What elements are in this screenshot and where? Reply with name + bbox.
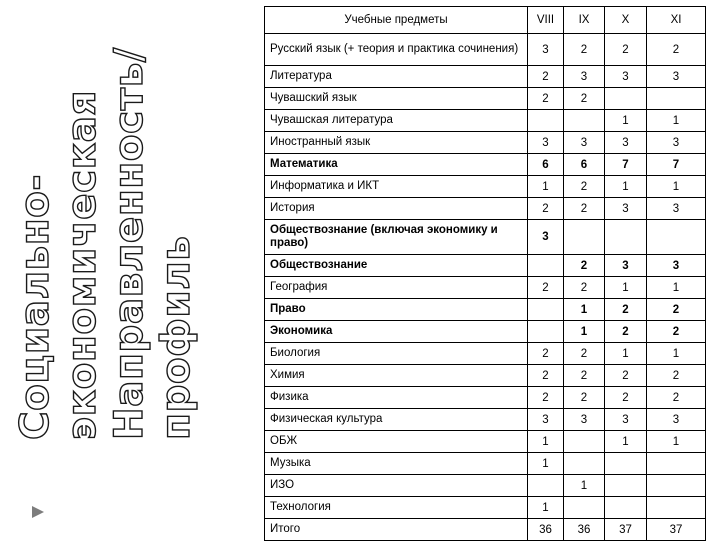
- table-header-row: [265, 7, 706, 34]
- hours-cell: 1: [528, 497, 564, 519]
- hours-cell: 3: [528, 220, 564, 255]
- subject-cell: Чувашская литература: [265, 110, 528, 132]
- subject-cell: Обществознание (включая экономику и право): [265, 220, 528, 255]
- hours-cell: 1: [528, 176, 564, 198]
- hours-cell: 3: [528, 34, 564, 66]
- hours-cell: 2: [528, 198, 564, 220]
- table-row: [265, 519, 706, 541]
- subject-cell: История: [265, 198, 528, 220]
- hours-cell: 1: [647, 343, 706, 365]
- hours-cell: 1: [647, 431, 706, 453]
- hours-cell: 2: [605, 387, 647, 409]
- table-row: [265, 277, 706, 299]
- table-row: [265, 321, 706, 343]
- hours-cell: 3: [605, 66, 647, 88]
- table-row: [265, 365, 706, 387]
- hours-cell: [647, 220, 706, 255]
- table-row: [265, 497, 706, 519]
- subject-cell: Экономика: [265, 321, 528, 343]
- hours-cell: 2: [564, 387, 605, 409]
- hours-cell: 1: [605, 343, 647, 365]
- hours-cell: [564, 497, 605, 519]
- hours-cell: 1: [564, 475, 605, 497]
- table-row: [265, 255, 706, 277]
- subject-cell: География: [265, 277, 528, 299]
- hours-cell: [564, 110, 605, 132]
- hours-cell: 1: [647, 277, 706, 299]
- hours-cell: 3: [528, 409, 564, 431]
- grade-column-header: IX: [564, 7, 605, 34]
- hours-cell: 2: [564, 88, 605, 110]
- table-row: [265, 299, 706, 321]
- hours-cell: 2: [564, 277, 605, 299]
- hours-cell: 2: [647, 387, 706, 409]
- hours-cell: 1: [564, 299, 605, 321]
- hours-cell: [647, 497, 706, 519]
- hours-cell: 7: [605, 154, 647, 176]
- hours-cell: [528, 321, 564, 343]
- hours-cell: 1: [528, 453, 564, 475]
- table-row: [265, 198, 706, 220]
- grade-column-header: VIII: [528, 7, 564, 34]
- hours-cell: 3: [528, 132, 564, 154]
- hours-cell: 1: [605, 431, 647, 453]
- hours-cell: 2: [564, 176, 605, 198]
- hours-cell: [564, 220, 605, 255]
- vertical-title-line: экономическая: [60, 90, 105, 440]
- hours-cell: 2: [605, 299, 647, 321]
- table-row: [265, 343, 706, 365]
- subject-cell: Литература: [265, 66, 528, 88]
- hours-cell: [605, 453, 647, 475]
- hours-cell: 2: [564, 198, 605, 220]
- table-row: [265, 431, 706, 453]
- hours-cell: 2: [528, 88, 564, 110]
- table-body: [265, 34, 706, 541]
- hours-cell: 1: [605, 277, 647, 299]
- hours-cell: [528, 475, 564, 497]
- hours-cell: 3: [647, 66, 706, 88]
- curriculum-table: [264, 6, 706, 541]
- hours-cell: 3: [605, 132, 647, 154]
- hours-cell: 3: [605, 409, 647, 431]
- hours-cell: 2: [528, 365, 564, 387]
- hours-cell: [647, 475, 706, 497]
- grade-column-header: XI: [647, 7, 706, 34]
- hours-cell: 2: [647, 365, 706, 387]
- hours-cell: 2: [647, 299, 706, 321]
- hours-cell: 2: [647, 34, 706, 66]
- subject-cell: Русский язык (+ теория и практика сочинения): [265, 34, 528, 66]
- subject-cell: Музыка: [265, 453, 528, 475]
- table-row: [265, 176, 706, 198]
- vertical-title: [12, 30, 200, 440]
- hours-cell: [647, 88, 706, 110]
- hours-cell: 6: [528, 154, 564, 176]
- hours-cell: [605, 220, 647, 255]
- vertical-title-line: Направленность/: [107, 47, 152, 440]
- hours-cell: 3: [647, 255, 706, 277]
- table-row: [265, 34, 706, 66]
- hours-cell: 1: [605, 176, 647, 198]
- subject-cell: Итого: [265, 519, 528, 541]
- hours-cell: 3: [605, 198, 647, 220]
- hours-cell: 3: [647, 198, 706, 220]
- table-row: [265, 154, 706, 176]
- subject-cell: Физика: [265, 387, 528, 409]
- hours-cell: [605, 88, 647, 110]
- hours-cell: [605, 497, 647, 519]
- table-row: [265, 220, 706, 255]
- hours-cell: 1: [564, 321, 605, 343]
- hours-cell: [605, 475, 647, 497]
- subject-cell: Химия: [265, 365, 528, 387]
- vertical-title-line: Социально-: [13, 173, 58, 440]
- hours-cell: 2: [564, 255, 605, 277]
- hours-cell: 7: [647, 154, 706, 176]
- subject-cell: Чувашский язык: [265, 88, 528, 110]
- hours-cell: [528, 255, 564, 277]
- subject-cell: Биология: [265, 343, 528, 365]
- table-row: [265, 409, 706, 431]
- subject-cell: Технология: [265, 497, 528, 519]
- hours-cell: 37: [605, 519, 647, 541]
- table-row: [265, 88, 706, 110]
- grade-column-header: X: [605, 7, 647, 34]
- hours-cell: 3: [605, 255, 647, 277]
- hours-cell: 2: [528, 387, 564, 409]
- hours-cell: 6: [564, 154, 605, 176]
- table-row: [265, 475, 706, 497]
- table-row: [265, 110, 706, 132]
- hours-cell: 2: [564, 34, 605, 66]
- subject-cell: Информатика и ИКТ: [265, 176, 528, 198]
- hours-cell: 37: [647, 519, 706, 541]
- hours-cell: 2: [605, 365, 647, 387]
- hours-cell: 36: [528, 519, 564, 541]
- hours-cell: 1: [528, 431, 564, 453]
- hours-cell: 3: [564, 409, 605, 431]
- subject-cell: ОБЖ: [265, 431, 528, 453]
- subject-cell: ИЗО: [265, 475, 528, 497]
- hours-cell: 2: [564, 343, 605, 365]
- hours-cell: 3: [647, 409, 706, 431]
- hours-cell: [647, 453, 706, 475]
- hours-cell: 3: [647, 132, 706, 154]
- table-row: [265, 66, 706, 88]
- hours-cell: 36: [564, 519, 605, 541]
- hours-cell: [564, 453, 605, 475]
- slide-arrow-icon: [31, 505, 45, 519]
- subject-cell: Математика: [265, 154, 528, 176]
- hours-cell: 2: [605, 321, 647, 343]
- hours-cell: 2: [528, 343, 564, 365]
- table-row: [265, 387, 706, 409]
- vertical-title-line: профиль: [154, 235, 199, 440]
- table-row: [265, 453, 706, 475]
- subject-cell: Обществознание: [265, 255, 528, 277]
- hours-cell: [564, 431, 605, 453]
- hours-cell: 2: [528, 277, 564, 299]
- hours-cell: 2: [647, 321, 706, 343]
- hours-cell: [528, 110, 564, 132]
- hours-cell: 1: [647, 110, 706, 132]
- hours-cell: [528, 299, 564, 321]
- subject-column-header: Учебные предметы: [265, 7, 528, 34]
- hours-cell: 2: [564, 365, 605, 387]
- hours-cell: 3: [564, 66, 605, 88]
- hours-cell: 3: [564, 132, 605, 154]
- hours-cell: 1: [647, 176, 706, 198]
- hours-cell: 2: [605, 34, 647, 66]
- table-row: [265, 132, 706, 154]
- subject-cell: Физическая культура: [265, 409, 528, 431]
- subject-cell: Иностранный язык: [265, 132, 528, 154]
- hours-cell: 2: [528, 66, 564, 88]
- subject-cell: Право: [265, 299, 528, 321]
- hours-cell: 1: [605, 110, 647, 132]
